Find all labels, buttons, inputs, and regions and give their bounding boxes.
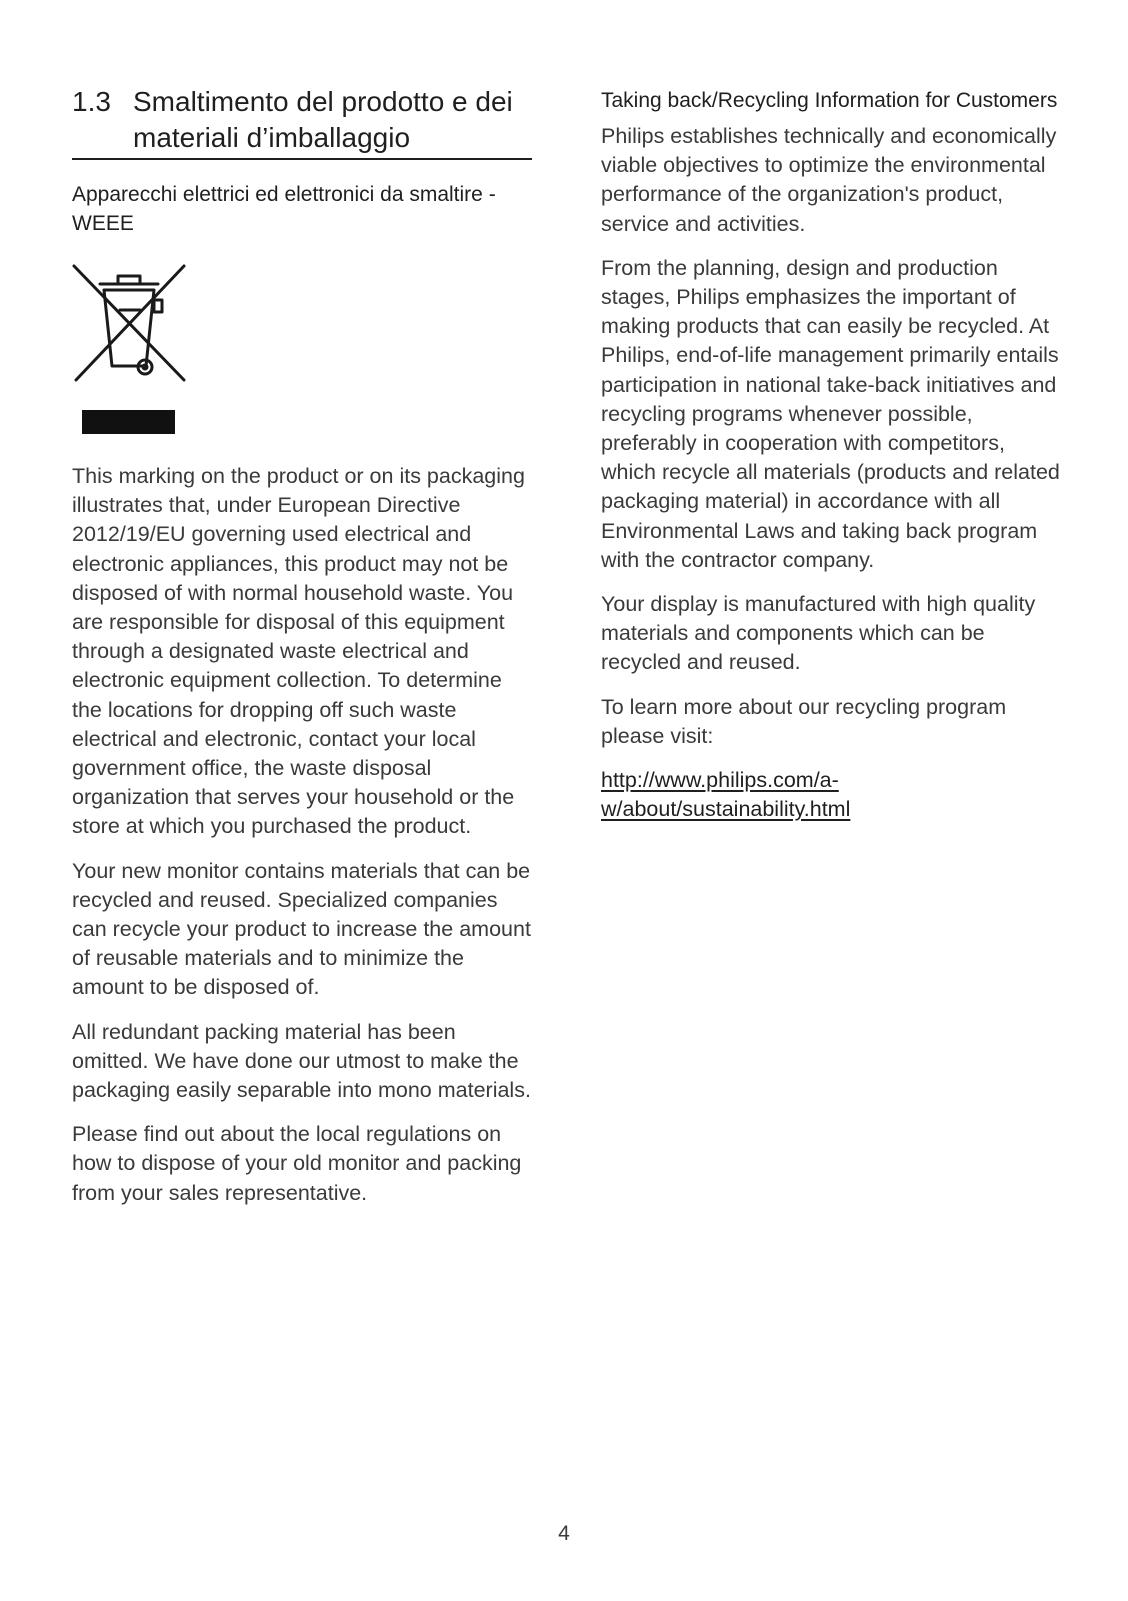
recycling-subheading: Taking back/Recycling Information for Customers bbox=[601, 89, 1058, 112]
left-paragraph-3: All redundant packing material has been omitted. We have done our utmost to make the packaging easily separable into mono materials. bbox=[72, 1019, 531, 1103]
left-paragraph-2: Your new monitor contains materials that can be recycled and reused. Specialized companies can recycle your product to increase the amount of reusable materials and to minimize the amount to be disposed of. bbox=[72, 858, 531, 1000]
recycling-link-paragraph bbox=[601, 766, 1061, 824]
left-paragraph-4: Please find out about the local regulations on how to dispose of your old monitor and packing from your sales representative. bbox=[72, 1122, 522, 1205]
right-paragraph-1: Philips establishes technically and economically viable objectives to optimize the environmental performance of the organization's product, service and activities. bbox=[601, 124, 1057, 236]
weee-symbol bbox=[72, 264, 186, 434]
right-paragraph-4: To learn more about our recycling program please visit: bbox=[601, 694, 1007, 748]
page-number: 4 bbox=[558, 1522, 570, 1545]
right-column bbox=[601, 84, 1061, 824]
left-paragraph-1: This marking on the product or on its packaging illustrates that, under European Directive 2012/19/EU governing used electrical and electronic appliances, this product may not be disposed of with normal household waste. You are responsible for disposal of this equipment through a designated waste electrical and electronic equipment collection. To determine the locations for dropping off such waste electrical and electronic, contact your local government office, the waste disposal organization that serves your household or the store at which you purchased the product. bbox=[72, 464, 525, 839]
section-title: Smaltimento del prodotto e dei materiali d’imballaggio bbox=[133, 86, 513, 153]
left-column bbox=[72, 84, 532, 1208]
section-number: 1.3 bbox=[72, 86, 111, 117]
sustainability-link[interactable]: http://www.philips.com/a-w/about/sustainability.html bbox=[601, 768, 851, 822]
right-paragraph-2: From the planning, design and production stages, Philips emphasizes the important of making products that can easily be recycled. At Philips, end-of-life management primarily entails participation in national take-back initiatives and recycling programs whenever possible, preferably in cooperation with competitors, which recycle all materials (products and related packaging material) in accordance with all Environmental Laws and taking back program with the contractor company. bbox=[601, 255, 1060, 572]
right-paragraph-3: Your display is manufactured with high quality materials and components which can be recycled and reused. bbox=[601, 592, 1036, 675]
crossed-out-wheelie-bin-icon bbox=[72, 264, 186, 434]
section-heading bbox=[72, 84, 532, 160]
weee-subheading: Apparecchi elettrici ed elettronici da smaltire - WEEE bbox=[72, 183, 496, 235]
